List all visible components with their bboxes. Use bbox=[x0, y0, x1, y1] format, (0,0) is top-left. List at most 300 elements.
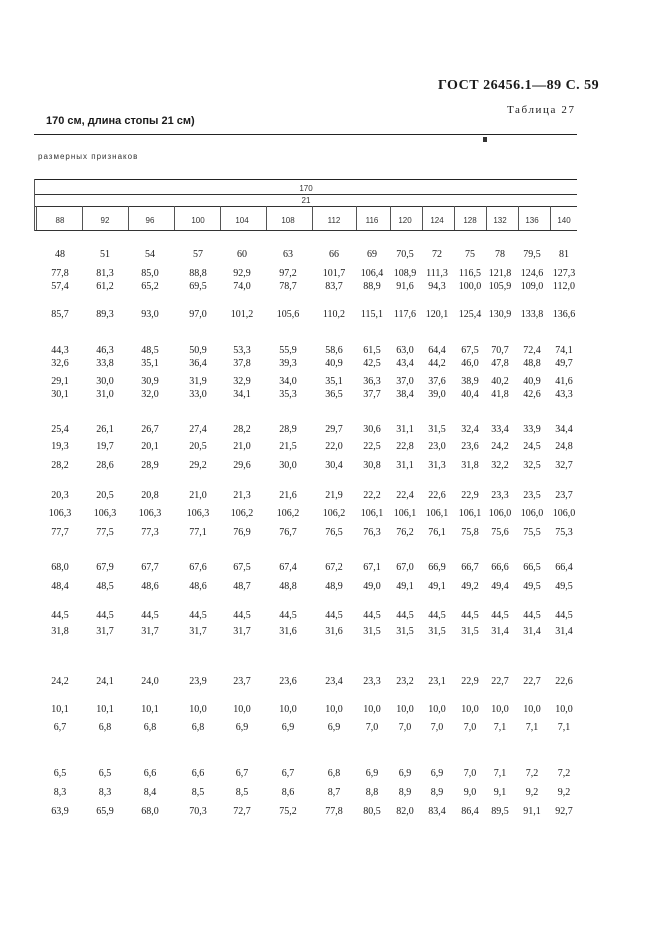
table-cell: 49,5 bbox=[555, 581, 573, 592]
table-cell: 29,1 bbox=[51, 376, 69, 387]
table-cell: 24,2 bbox=[51, 676, 69, 687]
table-cell: 31,5 bbox=[461, 626, 479, 637]
table-cell: 32,4 bbox=[461, 424, 479, 435]
table-cell: 77,3 bbox=[141, 527, 159, 538]
table-row bbox=[0, 722, 661, 738]
table-cell: 32,0 bbox=[141, 389, 159, 400]
table-cell: 31,3 bbox=[428, 460, 446, 471]
table-cell: 85,7 bbox=[51, 309, 69, 320]
table-cell: 106,3 bbox=[186, 508, 210, 519]
table-cell: 70,7 bbox=[491, 345, 509, 356]
table-cell: 6,9 bbox=[327, 722, 341, 733]
table-cell: 7,2 bbox=[557, 768, 571, 779]
table-cell: 66,4 bbox=[555, 562, 573, 573]
table-cell: 49,5 bbox=[523, 581, 541, 592]
table-cell: 35,1 bbox=[325, 376, 343, 387]
column-divider bbox=[266, 206, 267, 230]
table-cell: 10,0 bbox=[325, 704, 343, 715]
table-cell: 76,2 bbox=[396, 527, 414, 538]
table-row bbox=[0, 806, 661, 822]
table-cell: 31,4 bbox=[555, 626, 573, 637]
table-cell: 69 bbox=[367, 249, 377, 260]
table-cell: 112,0 bbox=[552, 281, 576, 292]
table-cell: 28,2 bbox=[51, 460, 69, 471]
table-cell: 106,2 bbox=[230, 508, 254, 519]
table-cell: 106,1 bbox=[425, 508, 449, 519]
table-cell: 49,4 bbox=[491, 581, 509, 592]
column-divider bbox=[82, 206, 83, 230]
table-cell: 67,7 bbox=[141, 562, 159, 573]
table-cell: 10,1 bbox=[141, 704, 159, 715]
table-cell: 36,4 bbox=[189, 358, 207, 369]
table-cell: 7,0 bbox=[463, 768, 477, 779]
table-cell: 37,6 bbox=[428, 376, 446, 387]
table-cell: 46,3 bbox=[96, 345, 114, 356]
table-cell: 77,5 bbox=[96, 527, 114, 538]
table-cell: 93,0 bbox=[141, 309, 159, 320]
header-rule-bottom bbox=[34, 230, 577, 231]
table-cell: 30,6 bbox=[363, 424, 381, 435]
table-cell: 31,5 bbox=[363, 626, 381, 637]
table-cell: 81 bbox=[559, 249, 569, 260]
table-cell: 25,4 bbox=[51, 424, 69, 435]
column-header: 120 bbox=[398, 216, 412, 225]
table-cell: 67,1 bbox=[363, 562, 381, 573]
table-cell: 20,8 bbox=[141, 490, 159, 501]
table-cell: 6,8 bbox=[98, 722, 112, 733]
table-cell: 24,5 bbox=[523, 441, 541, 452]
table-row bbox=[0, 490, 661, 506]
header-rule-2 bbox=[34, 206, 577, 207]
column-header: 112 bbox=[327, 216, 341, 225]
table-cell: 37,7 bbox=[363, 389, 381, 400]
table-cell: 85,0 bbox=[141, 268, 159, 279]
table-cell: 22,6 bbox=[428, 490, 446, 501]
table-row bbox=[0, 358, 661, 374]
column-header: 124 bbox=[430, 216, 444, 225]
table-cell: 31,6 bbox=[279, 626, 297, 637]
table-cell: 77,7 bbox=[51, 527, 69, 538]
table-cell: 48,4 bbox=[51, 581, 69, 592]
table-cell: 76,9 bbox=[233, 527, 251, 538]
table-cell: 67,5 bbox=[461, 345, 479, 356]
table-row bbox=[0, 389, 661, 405]
table-cell: 105,6 bbox=[276, 309, 300, 320]
table-cell: 23,6 bbox=[461, 441, 479, 452]
table-cell: 67,5 bbox=[233, 562, 251, 573]
table-cell: 44,5 bbox=[189, 610, 207, 621]
table-cell: 72,7 bbox=[233, 806, 251, 817]
table-cell: 37,8 bbox=[233, 358, 251, 369]
table-cell: 106,4 bbox=[360, 268, 384, 279]
table-cell: 44,5 bbox=[428, 610, 446, 621]
table-cell: 79,5 bbox=[523, 249, 541, 260]
table-cell: 57,4 bbox=[51, 281, 69, 292]
table-cell: 23,0 bbox=[428, 441, 446, 452]
table-cell: 22,9 bbox=[461, 676, 479, 687]
table-cell: 29,6 bbox=[233, 460, 251, 471]
table-row bbox=[0, 508, 661, 524]
table-cell: 6,8 bbox=[327, 768, 341, 779]
table-cell: 57 bbox=[193, 249, 203, 260]
table-cell: 33,4 bbox=[491, 424, 509, 435]
table-cell: 133,8 bbox=[520, 309, 544, 320]
column-header: 140 bbox=[557, 216, 571, 225]
table-cell: 91,6 bbox=[396, 281, 414, 292]
table-cell: 78,7 bbox=[279, 281, 297, 292]
table-cell: 63 bbox=[283, 249, 293, 260]
table-cell: 6,5 bbox=[53, 768, 67, 779]
table-cell: 7,0 bbox=[365, 722, 379, 733]
table-cell: 89,5 bbox=[491, 806, 509, 817]
table-cell: 44,5 bbox=[555, 610, 573, 621]
column-header: 128 bbox=[463, 216, 477, 225]
table-cell: 31,6 bbox=[325, 626, 343, 637]
table-cell: 74,1 bbox=[555, 345, 573, 356]
table-cell: 83,4 bbox=[428, 806, 446, 817]
column-header: 136 bbox=[525, 216, 539, 225]
table-cell: 80,5 bbox=[363, 806, 381, 817]
table-cell: 106,3 bbox=[48, 508, 72, 519]
table-cell: 9,0 bbox=[463, 787, 477, 798]
table-cell: 32,5 bbox=[523, 460, 541, 471]
table-cell: 38,4 bbox=[396, 389, 414, 400]
table-cell: 31,7 bbox=[141, 626, 159, 637]
table-cell: 10,0 bbox=[523, 704, 541, 715]
table-cell: 23,3 bbox=[363, 676, 381, 687]
table-cell: 49,1 bbox=[396, 581, 414, 592]
table-cell: 53,3 bbox=[233, 345, 251, 356]
table-cell: 6,8 bbox=[143, 722, 157, 733]
table-cell: 23,7 bbox=[555, 490, 573, 501]
table-cell: 23,1 bbox=[428, 676, 446, 687]
table-cell: 44,5 bbox=[491, 610, 509, 621]
column-header: 100 bbox=[191, 216, 205, 225]
table-cell: 54 bbox=[145, 249, 155, 260]
table-cell: 35,1 bbox=[141, 358, 159, 369]
table-row bbox=[0, 676, 661, 692]
table-cell: 49,1 bbox=[428, 581, 446, 592]
table-cell: 50,9 bbox=[189, 345, 207, 356]
table-cell: 70,5 bbox=[396, 249, 414, 260]
table-cell: 67,2 bbox=[325, 562, 343, 573]
table-cell: 7,1 bbox=[557, 722, 571, 733]
table-cell: 100,0 bbox=[458, 281, 482, 292]
table-cell: 48,8 bbox=[279, 581, 297, 592]
table-cell: 81,3 bbox=[96, 268, 114, 279]
table-cell: 75,5 bbox=[523, 527, 541, 538]
column-header: 96 bbox=[145, 216, 155, 225]
table-cell: 97,2 bbox=[279, 268, 297, 279]
table-cell: 7,2 bbox=[525, 768, 539, 779]
table-cell: 47,8 bbox=[491, 358, 509, 369]
table-cell: 22,7 bbox=[523, 676, 541, 687]
table-cell: 63,0 bbox=[396, 345, 414, 356]
table-cell: 20,3 bbox=[51, 490, 69, 501]
table-cell: 77,1 bbox=[189, 527, 207, 538]
table-cell: 21,6 bbox=[279, 490, 297, 501]
table-cell: 89,3 bbox=[96, 309, 114, 320]
table-cell: 6,5 bbox=[98, 768, 112, 779]
subcaption: размерных признаков bbox=[38, 152, 139, 161]
table-cell: 48,7 bbox=[233, 581, 251, 592]
table-cell: 6,9 bbox=[398, 768, 412, 779]
table-cell: 91,1 bbox=[523, 806, 541, 817]
column-header: 92 bbox=[100, 216, 110, 225]
table-cell: 67,0 bbox=[396, 562, 414, 573]
table-cell: 110,2 bbox=[322, 309, 346, 320]
table-cell: 32,6 bbox=[51, 358, 69, 369]
column-divider bbox=[174, 206, 175, 230]
table-cell: 10,0 bbox=[396, 704, 414, 715]
table-cell: 43,3 bbox=[555, 389, 573, 400]
table-cell: 44,5 bbox=[396, 610, 414, 621]
column-header: 116 bbox=[365, 216, 379, 225]
table-cell: 48,6 bbox=[141, 581, 159, 592]
table-cell: 37,0 bbox=[396, 376, 414, 387]
table-cell: 106,1 bbox=[360, 508, 384, 519]
table-cell: 111,3 bbox=[426, 268, 448, 279]
table-cell: 86,4 bbox=[461, 806, 479, 817]
table-cell: 32,2 bbox=[491, 460, 509, 471]
header-left-border bbox=[34, 179, 35, 231]
table-cell: 7,0 bbox=[398, 722, 412, 733]
table-cell: 41,8 bbox=[491, 389, 509, 400]
table-cell: 44,5 bbox=[96, 610, 114, 621]
table-cell: 31,1 bbox=[396, 424, 414, 435]
table-cell: 44,5 bbox=[141, 610, 159, 621]
table-cell: 30,8 bbox=[363, 460, 381, 471]
table-cell: 22,0 bbox=[325, 441, 343, 452]
table-row bbox=[0, 249, 661, 265]
standard-header: ГОСТ 26456.1—89 С. 59 bbox=[438, 78, 600, 93]
table-cell: 92,9 bbox=[233, 268, 251, 279]
table-cell: 39,3 bbox=[279, 358, 297, 369]
table-cell: 19,3 bbox=[51, 441, 69, 452]
table-cell: 75,6 bbox=[491, 527, 509, 538]
table-cell: 60 bbox=[237, 249, 247, 260]
table-cell: 94,3 bbox=[428, 281, 446, 292]
table-cell: 48,6 bbox=[189, 581, 207, 592]
table-cell: 7,1 bbox=[493, 722, 507, 733]
table-cell: 64,4 bbox=[428, 345, 446, 356]
table-cell: 101,7 bbox=[322, 268, 346, 279]
table-cell: 9,1 bbox=[493, 787, 507, 798]
ink-dot bbox=[483, 137, 487, 142]
table-cell: 23,4 bbox=[325, 676, 343, 687]
table-cell: 7,1 bbox=[493, 768, 507, 779]
table-cell: 44,5 bbox=[233, 610, 251, 621]
table-row bbox=[0, 768, 661, 784]
table-cell: 21,5 bbox=[279, 441, 297, 452]
caption-rule bbox=[34, 134, 577, 135]
table-cell: 20,5 bbox=[96, 490, 114, 501]
table-row bbox=[0, 424, 661, 440]
table-cell: 33,9 bbox=[523, 424, 541, 435]
table-cell: 116,5 bbox=[458, 268, 482, 279]
table-cell: 28,9 bbox=[141, 460, 159, 471]
table-row bbox=[0, 441, 661, 457]
table-cell: 22,7 bbox=[491, 676, 509, 687]
table-cell: 6,7 bbox=[235, 768, 249, 779]
table-cell: 8,8 bbox=[365, 787, 379, 798]
table-cell: 92,7 bbox=[555, 806, 573, 817]
column-divider bbox=[312, 206, 313, 230]
column-header: 132 bbox=[493, 216, 507, 225]
table-cell: 66,6 bbox=[491, 562, 509, 573]
table-cell: 10,0 bbox=[461, 704, 479, 715]
table-cell: 29,7 bbox=[325, 424, 343, 435]
table-cell: 67,4 bbox=[279, 562, 297, 573]
table-cell: 82,0 bbox=[396, 806, 414, 817]
table-cell: 97,0 bbox=[189, 309, 207, 320]
table-cell: 101,2 bbox=[230, 309, 254, 320]
table-cell: 106,2 bbox=[276, 508, 300, 519]
table-cell: 28,6 bbox=[96, 460, 114, 471]
table-cell: 106,1 bbox=[393, 508, 417, 519]
table-cell: 106,0 bbox=[520, 508, 544, 519]
table-cell: 65,2 bbox=[141, 281, 159, 292]
table-cell: 48,5 bbox=[96, 581, 114, 592]
table-row bbox=[0, 562, 661, 578]
table-cell: 22,6 bbox=[555, 676, 573, 687]
table-cell: 40,9 bbox=[325, 358, 343, 369]
table-cell: 66,7 bbox=[461, 562, 479, 573]
table-cell: 106,3 bbox=[138, 508, 162, 519]
table-cell: 22,8 bbox=[396, 441, 414, 452]
table-cell: 10,0 bbox=[189, 704, 207, 715]
table-cell: 66,9 bbox=[428, 562, 446, 573]
table-cell: 21,0 bbox=[233, 441, 251, 452]
table-cell: 41,6 bbox=[555, 376, 573, 387]
table-row bbox=[0, 626, 661, 642]
table-cell: 106,1 bbox=[458, 508, 482, 519]
table-cell: 21,9 bbox=[325, 490, 343, 501]
table-cell: 127,3 bbox=[552, 268, 576, 279]
table-cell: 24,1 bbox=[96, 676, 114, 687]
table-cell: 32,9 bbox=[233, 376, 251, 387]
table-cell: 27,4 bbox=[189, 424, 207, 435]
table-cell: 30,0 bbox=[96, 376, 114, 387]
table-cell: 43,4 bbox=[396, 358, 414, 369]
table-cell: 63,9 bbox=[51, 806, 69, 817]
table-cell: 66,5 bbox=[523, 562, 541, 573]
table-cell: 106,3 bbox=[93, 508, 117, 519]
table-cell: 48,9 bbox=[325, 581, 343, 592]
table-cell: 31,7 bbox=[233, 626, 251, 637]
table-cell: 8,5 bbox=[191, 787, 205, 798]
table-cell: 8,7 bbox=[327, 787, 341, 798]
table-cell: 77,8 bbox=[325, 806, 343, 817]
table-cell: 7,0 bbox=[463, 722, 477, 733]
table-cell: 31,7 bbox=[189, 626, 207, 637]
height-group-label: 170 bbox=[299, 184, 313, 193]
table-cell: 24,0 bbox=[141, 676, 159, 687]
header-rule-1 bbox=[34, 194, 577, 195]
table-cell: 33,0 bbox=[189, 389, 207, 400]
table-cell: 31,0 bbox=[96, 389, 114, 400]
table-cell: 117,6 bbox=[393, 309, 417, 320]
table-cell: 23,9 bbox=[189, 676, 207, 687]
table-cell: 48,5 bbox=[141, 345, 159, 356]
table-cell: 75,2 bbox=[279, 806, 297, 817]
table-cell: 30,0 bbox=[279, 460, 297, 471]
table-cell: 26,1 bbox=[96, 424, 114, 435]
table-cell: 6,8 bbox=[191, 722, 205, 733]
table-cell: 22,4 bbox=[396, 490, 414, 501]
table-cell: 51 bbox=[100, 249, 110, 260]
table-cell: 6,7 bbox=[281, 768, 295, 779]
table-cell: 40,2 bbox=[491, 376, 509, 387]
table-cell: 68,0 bbox=[51, 562, 69, 573]
table-cell: 6,9 bbox=[430, 768, 444, 779]
table-cell: 9,2 bbox=[557, 787, 571, 798]
table-cell: 22,2 bbox=[363, 490, 381, 501]
table-cell: 77,8 bbox=[51, 268, 69, 279]
table-cell: 35,3 bbox=[279, 389, 297, 400]
table-cell: 20,1 bbox=[141, 441, 159, 452]
table-row bbox=[0, 610, 661, 626]
table-cell: 108,9 bbox=[393, 268, 417, 279]
column-divider bbox=[220, 206, 221, 230]
header-rule-top bbox=[34, 179, 577, 180]
table-cell: 124,6 bbox=[520, 268, 544, 279]
table-cell: 36,5 bbox=[325, 389, 343, 400]
table-cell: 55,9 bbox=[279, 345, 297, 356]
table-cell: 106,0 bbox=[552, 508, 576, 519]
table-cell: 105,9 bbox=[488, 281, 512, 292]
table-cell: 36,3 bbox=[363, 376, 381, 387]
table-cell: 6,9 bbox=[281, 722, 295, 733]
table-cell: 88,8 bbox=[189, 268, 207, 279]
table-cell: 46,0 bbox=[461, 358, 479, 369]
table-row bbox=[0, 460, 661, 476]
table-cell: 44,5 bbox=[325, 610, 343, 621]
table-cell: 10,0 bbox=[363, 704, 381, 715]
table-cell: 10,0 bbox=[491, 704, 509, 715]
table-cell: 33,8 bbox=[96, 358, 114, 369]
table-cell: 31,7 bbox=[96, 626, 114, 637]
foot-group-label: 21 bbox=[301, 196, 311, 205]
table-cell: 72,4 bbox=[523, 345, 541, 356]
table-cell: 8,3 bbox=[98, 787, 112, 798]
table-cell: 28,2 bbox=[233, 424, 251, 435]
table-cell: 38,9 bbox=[461, 376, 479, 387]
table-cell: 76,3 bbox=[363, 527, 381, 538]
table-cell: 21,3 bbox=[233, 490, 251, 501]
table-cell: 23,3 bbox=[491, 490, 509, 501]
table-cell: 48,8 bbox=[523, 358, 541, 369]
table-cell: 39,0 bbox=[428, 389, 446, 400]
table-cell: 34,0 bbox=[279, 376, 297, 387]
table-cell: 40,9 bbox=[523, 376, 541, 387]
table-cell: 88,9 bbox=[363, 281, 381, 292]
table-cell: 30,4 bbox=[325, 460, 343, 471]
column-header: 104 bbox=[235, 216, 249, 225]
table-cell: 76,7 bbox=[279, 527, 297, 538]
table-cell: 61,2 bbox=[96, 281, 114, 292]
table-cell: 121,8 bbox=[488, 268, 512, 279]
table-cell: 106,2 bbox=[322, 508, 346, 519]
table-cell: 75,8 bbox=[461, 527, 479, 538]
table-cell: 72 bbox=[432, 249, 442, 260]
table-cell: 34,4 bbox=[555, 424, 573, 435]
table-cell: 44,5 bbox=[523, 610, 541, 621]
table-cell: 10,1 bbox=[51, 704, 69, 715]
table-cell: 74,0 bbox=[233, 281, 251, 292]
table-cell: 22,5 bbox=[363, 441, 381, 452]
table-cell: 48 bbox=[55, 249, 65, 260]
